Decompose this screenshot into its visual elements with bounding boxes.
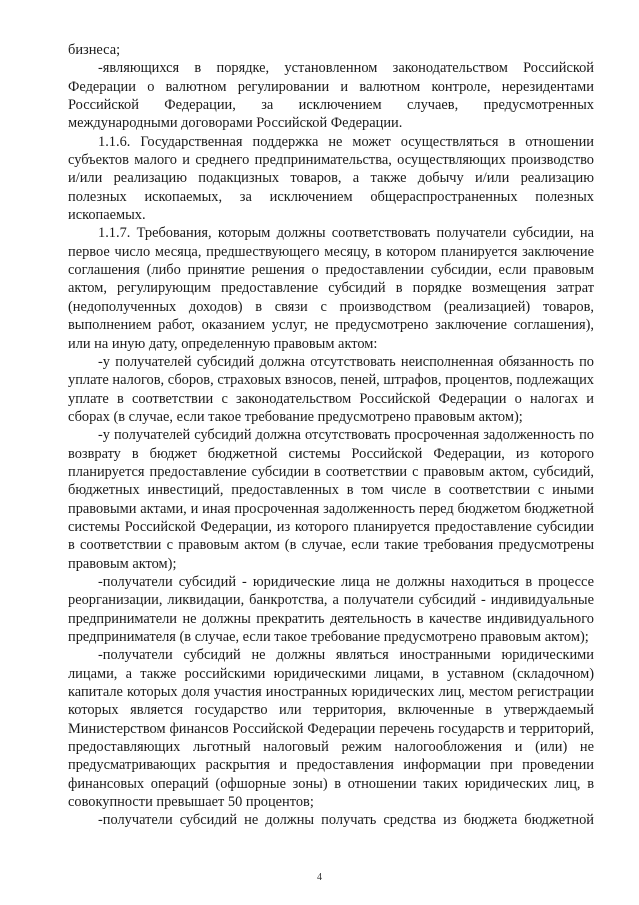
paragraph-2: -являющихся в порядке, установленном законодательством Российской Федерации о валютном регулировании и валютном контроле, нерезидентами Российской Федерации, за исключением случаев, предусмотренных международными договорами Российской Федерации. [68, 60, 594, 132]
paragraph-3: 1.1.6. Государственная поддержка не может осуществляться в отношении субъектов малого и среднего предпринимательства, осуществляющих производство и/или реализацию подакцизных товаров, а также добычу и/или реализацию полезных ископаемых, за исключением общераспространенных полезных ископаемых. [68, 133, 594, 224]
paragraph-4: 1.1.7. Требования, которым должны соответствовать получатели субсидии, на первое число месяца, предшествующего месяцу, в котором планируется заключение соглашения (либо принятие решения о предоставлении субсидии, если правовым актом, регулирующим предоставление субсидий в порядке возмещения затрат (недополученных доходов) в связи с производством (реализацией) товаров, выполнением работ, оказанием услуг, не предусмотрено заключение соглашения), или на иную дату, определенную правовым актом: [68, 225, 594, 352]
paragraph-8: -получатели субсидий не должны являться иностранными юридическими лицами, а также российскими юридическими лицами, в уставном (складочном) капитале которых доля участия иностранных юридических лиц, местом регистрации которых является государство или территория, включенные в утверждаемый Министерством финансов Российской Федерации перечень государств и территорий, предоставляющих льготный налоговый режим налогообложения и (или) не предусматривающих раскрытия и предоставления информации при проведении финансовых операций (офшорные зоны) в отношении таких юридических лиц, в совокупности превышает 50 процентов; [68, 647, 594, 811]
paragraph-9: -получатели субсидий не должны получать средства из бюджета бюджетной [98, 812, 594, 829]
page-number: 4 [317, 872, 322, 883]
paragraph-6: -у получателей субсидий должна отсутствовать просроченная задолженность по возврату в бюджет бюджетной системы Российской Федерации, из которого планируется предоставление субсидии в соответствии с правовым актом, субсидий, бюджетных инвестиций, предоставленных в том числе в соответствии с иными правовыми актами, и иная просроченная задолженность перед бюджетом бюджетной системы Российской Федерации, из которого планируется предоставление субсидии в соответствии с правовым актом (в случае, если такие требования предусмотрены правовым актом); [68, 427, 594, 572]
paragraph-5: -у получателей субсидий должна отсутствовать неисполненная обязанность по уплате налогов, сборов, страховых взносов, пеней, штрафов, процентов, подлежащих уплате в соответствии с законодательством Российской Федерации о налогах и сборах (в случае, если такое требование предусмотрено правовым актом); [68, 353, 594, 425]
paragraph-1: бизнеса; [68, 42, 121, 58]
body-text [68, 41, 594, 830]
paragraph-7: -получатели субсидий - юридические лица не должны находиться в процессе реорганизации, ликвидации, банкротства, а получатели субсидий - индивидуальные предприниматели не должны прекратить деятельность в качестве индивидуального предпринимателя (в случае, если такое требование предусмотрено правовым актом); [68, 573, 594, 645]
